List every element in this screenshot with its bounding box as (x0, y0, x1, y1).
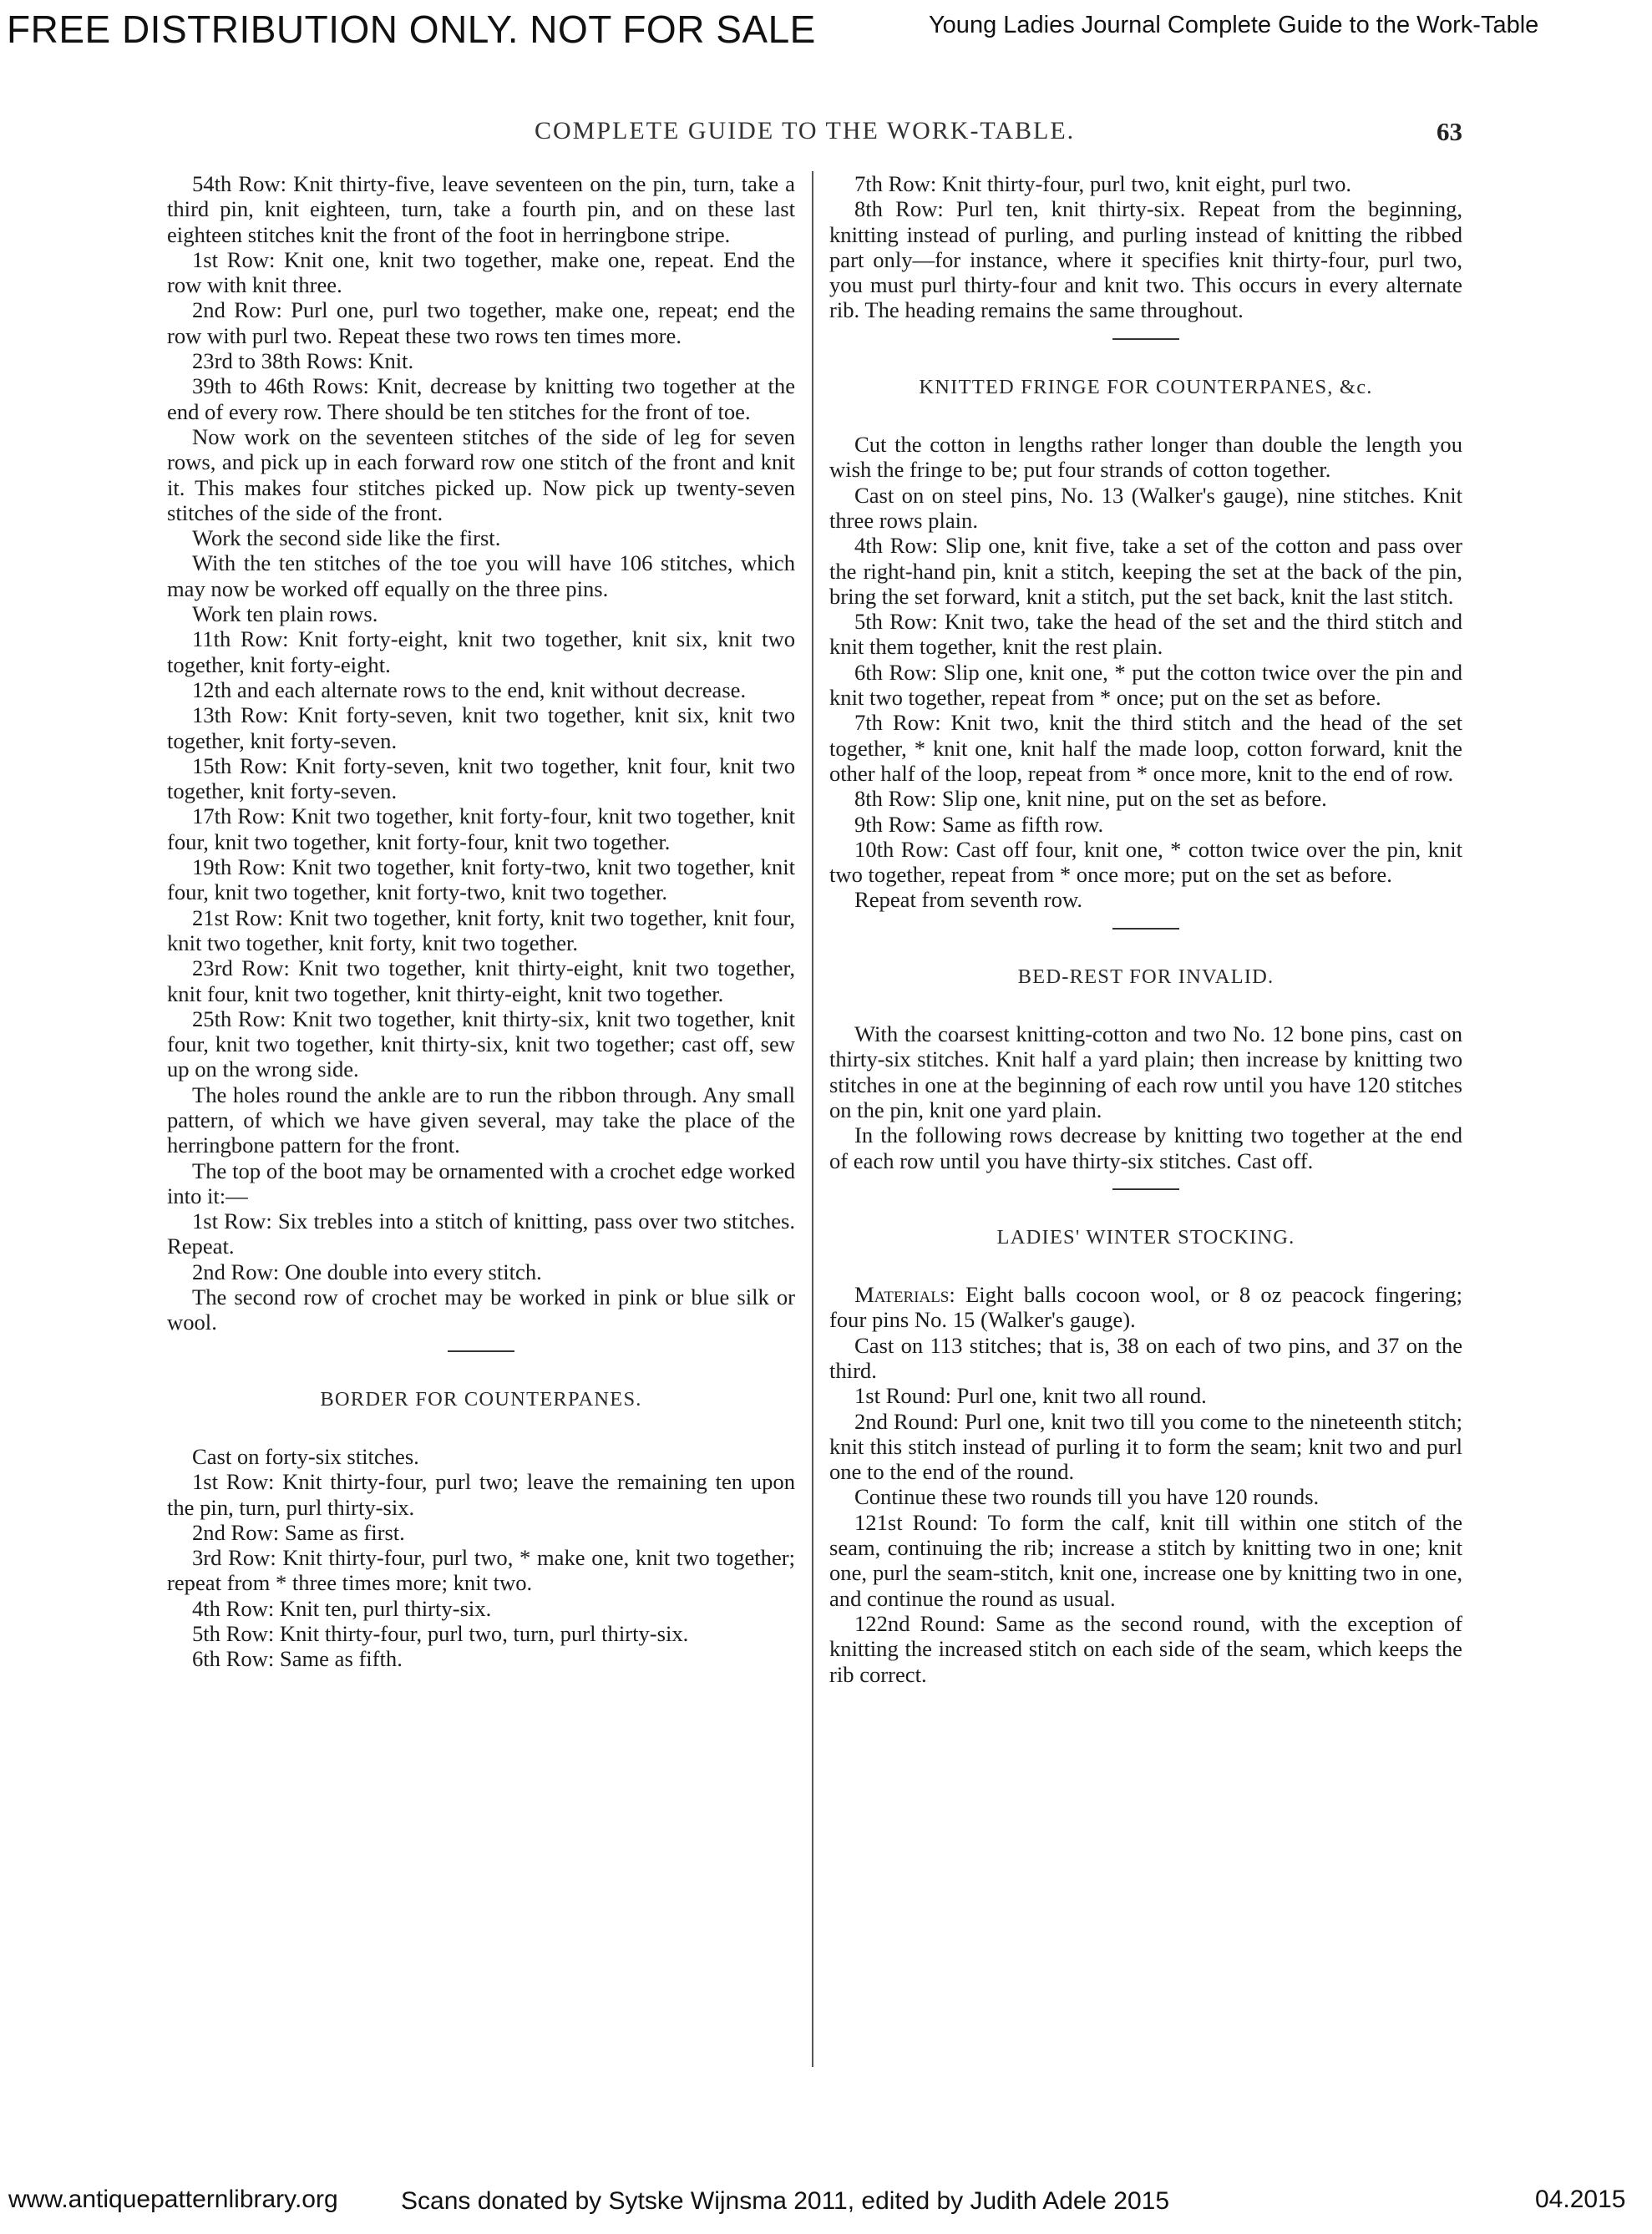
paragraph: 1st Round: Purl one, knit two all round. (854, 1383, 1207, 1409)
book-title: Young Ladies Journal Complete Guide to the Work-Table (929, 12, 1539, 38)
paragraph: 23rd to 38th Rows: Knit. (192, 348, 414, 374)
paragraph: 11th Row: Knit forty-eight, knit two together, knit six, knit two together, knit forty-eight. (167, 626, 795, 677)
paragraph: In the following rows decrease by knitting two together at the end of each row until you have thirty-six stitches. Cast off. (829, 1122, 1462, 1173)
paragraph: 1st Row: Six trebles into a stitch of knitting, pass over two stitches. Repeat. (167, 1208, 795, 1259)
paragraph: 17th Row: Knit two together, knit forty-four, knit two together, knit four, knit two together, knit forty-four, knit two together. (167, 803, 795, 854)
paragraph: The second row of crochet may be worked in pink or blue silk or wool. (167, 1284, 795, 1335)
paragraph: 4th Row: Slip one, knit five, take a set of the cotton and pass over the right-hand pin, knit a stitch, keeping the set at the back of the pin, bring the set forward, knit a stitch, put the set back, knit the last stitch. (829, 533, 1462, 609)
paragraph: With the ten stitches of the toe you will have 106 stitches, which may now be worked off equally on the three pins. (167, 550, 795, 601)
paragraph: With the coarsest knitting-cotton and two No. 12 bone pins, cast on thirty-six stitches. Knit half a yard plain; then increase by knitting two stitches in one at the beginning of each row until you have 120 stitches on the pin, knit one yard plain. (829, 1021, 1462, 1122)
section-heading: BORDER FOR COUNTERPANES. (320, 1387, 642, 1411)
paragraph: 54th Row: Knit thirty-five, leave seventeen on the pin, turn, take a third pin, knit eighteen, turn, take a fourth pin, and on these last eighteen stitches knit the front of the foot in herringbone stripe. (167, 171, 795, 247)
paragraph: 8th Row: Purl ten, knit thirty-six. Repeat from the beginning, knitting instead of purling, and purling instead of knitting the ribbed part only—for instance, where it specifies knit thirty-four, purl two, you must purl thirty-four and knit two. This occurs in every alternate rib. The heading remains the same throughout. (829, 196, 1462, 323)
section-heading: BED-REST FOR INVALID. (1017, 965, 1274, 988)
paragraph: Cast on 113 stitches; that is, 38 on each of two pins, and 37 on the third. (829, 1332, 1462, 1383)
paragraph: 2nd Row: Purl one, purl two together, make one, repeat; end the row with purl two. Repeat these two rows ten times more. (167, 297, 795, 348)
paragraph: Cast on on steel pins, No. 13 (Walker's gauge), nine stitches. Knit three rows plain. (829, 482, 1462, 533)
paragraph: 8th Row: Slip one, knit nine, put on the set as before. (854, 786, 1327, 812)
footer-date: 04.2015 (1535, 2186, 1626, 2213)
page-number: 63 (1437, 117, 1462, 146)
paragraph: 5th Row: Knit thirty-four, purl two, turn, purl thirty-six. (192, 1621, 689, 1647)
paragraph: 39th to 46th Rows: Knit, decrease by knitting two together at the end of every row. There should be ten stitches for the front of toe. (167, 373, 795, 424)
footer-credits: Scans donated by Sytske Wijnsma 2011, edited by Judith Adele 2015 (401, 2187, 1170, 2215)
paragraph: 7th Row: Knit thirty-four, purl two, knit eight, purl two. (854, 171, 1352, 196)
paragraph: 23rd Row: Knit two together, knit thirty-eight, knit two together, knit four, knit two together, knit thirty-eight, knit two together. (167, 955, 795, 1006)
paragraph: 15th Row: Knit forty-seven, knit two together, knit four, knit two together, knit forty-seven. (167, 752, 795, 804)
running-title: COMPLETE GUIDE TO THE WORK-TABLE. (535, 117, 1076, 144)
paragraph: 7th Row: Knit two, knit the third stitch and the head of the set together, * knit one, knit half the made loop, cotton forward, knit the other half of the loop, repeat from * once more, knit to the end of row. (829, 710, 1462, 786)
section-divider (1112, 1188, 1179, 1190)
paragraph: Repeat from seventh row. (854, 887, 1082, 913)
paragraph: 10th Row: Cast off four, knit one, * cotton twice over the pin, knit two together, repeat from * once more; put on the set as before. (829, 836, 1462, 888)
paragraph: 6th Row: Same as fifth. (192, 1646, 403, 1672)
footer-website: www.antiquepatternlibrary.org (8, 2186, 338, 2213)
section-heading: KNITTED FRINGE FOR COUNTERPANES, &c. (919, 375, 1373, 398)
paragraph: 1st Row: Knit one, knit two together, make one, repeat. End the row with knit three. (167, 246, 795, 298)
paragraph: The top of the boot may be ornamented with a crochet edge worked into it:— (167, 1158, 795, 1208)
paragraph: 2nd Round: Purl one, knit two till you come to the nineteenth stitch; knit this stitch instead of purling it to form the seam; knit two and purl one to the end of the round. (829, 1408, 1462, 1485)
paragraph: 2nd Row: One double into every stitch. (192, 1259, 542, 1284)
paragraph: 9th Row: Same as fifth row. (854, 811, 1104, 837)
paragraph: 13th Row: Knit forty-seven, knit two together, knit six, knit two together, knit forty-seven. (167, 702, 795, 753)
paragraph: 4th Row: Knit ten, purl thirty-six. (192, 1595, 492, 1621)
section-divider (1112, 928, 1179, 930)
paragraph: 1st Row: Knit thirty-four, purl two; leave the remaining ten upon the pin, turn, purl thirty-six. (167, 1469, 795, 1520)
paragraph: 122nd Round: Same as the second round, with the exception of knitting the increased stitch on each side of the seam, which keeps the rib correct. (829, 1610, 1462, 1687)
paragraph: 6th Row: Slip one, knit one, * put the cotton twice over the pin and knit two together, repeat from * once; put on the set as before. (829, 659, 1462, 711)
paragraph: The holes round the ankle are to run the ribbon through. Any small pattern, of which we have given several, may take the place of the herringbone pattern for the front. (167, 1082, 795, 1158)
section-divider (448, 1350, 514, 1352)
distribution-notice: FREE DISTRIBUTION ONLY. NOT FOR SALE (7, 8, 816, 51)
section-divider (1112, 338, 1179, 340)
section-heading: LADIES' WINTER STOCKING. (996, 1225, 1295, 1249)
paragraph: Work ten plain rows. (192, 601, 378, 627)
materials-paragraph (829, 1282, 1462, 1333)
paragraph: Cut the cotton in lengths rather longer than double the length you wish the fringe to be; put four strands of cotton together. (829, 432, 1462, 483)
column-rule (812, 171, 813, 2067)
paragraph: 3rd Row: Knit thirty-four, purl two, * make one, knit two together; repeat from * three times more; knit two. (167, 1545, 795, 1596)
paragraph: 21st Row: Knit two together, knit forty, knit two together, knit four, knit two together, knit forty, knit two together. (167, 904, 795, 955)
paragraph: Cast on forty-six stitches. (192, 1443, 419, 1469)
paragraph: Now work on the seventeen stitches of the side of leg for seven rows, and pick up in each forward row one stitch of the front and knit it. This makes four stitches picked up. Now pick up twenty-seven stitches of the side of the front. (167, 423, 795, 525)
materials-label: Materials: (854, 1282, 955, 1308)
paragraph: 12th and each alternate rows to the end, knit without decrease. (192, 676, 747, 702)
paragraph: 19th Row: Knit two together, knit forty-two, knit two together, knit four, knit two together, knit forty-two, knit two together. (167, 854, 795, 905)
paragraph: Continue these two rounds till you have 120 rounds. (854, 1484, 1320, 1510)
paragraph: 121st Round: To form the calf, knit till within one stitch of the seam, continuing the rib; increase a stitch by knitting two in one; knit one, purl the seam-stitch, knit one, increase one by knitting two in one, and continue the round as usual. (829, 1509, 1462, 1611)
paragraph: 25th Row: Knit two together, knit thirty-six, knit two together, knit four, knit two together, knit thirty-six, knit two together; cast off, sew up on the wrong side. (167, 1006, 795, 1082)
page-header (167, 117, 1470, 154)
paragraph: 5th Row: Knit two, take the head of the set and the third stitch and knit them together, knit the rest plain. (829, 609, 1462, 660)
materials-text: Eight balls cocoon wool, or 8 oz peacock fingering; four pins No. 15 (Walker's gauge). (829, 1282, 1462, 1333)
paragraph: 2nd Row: Same as first. (192, 1519, 405, 1545)
paragraph: Work the second side like the first. (192, 525, 501, 551)
right-column (829, 171, 1462, 2067)
left-column (167, 171, 795, 2067)
